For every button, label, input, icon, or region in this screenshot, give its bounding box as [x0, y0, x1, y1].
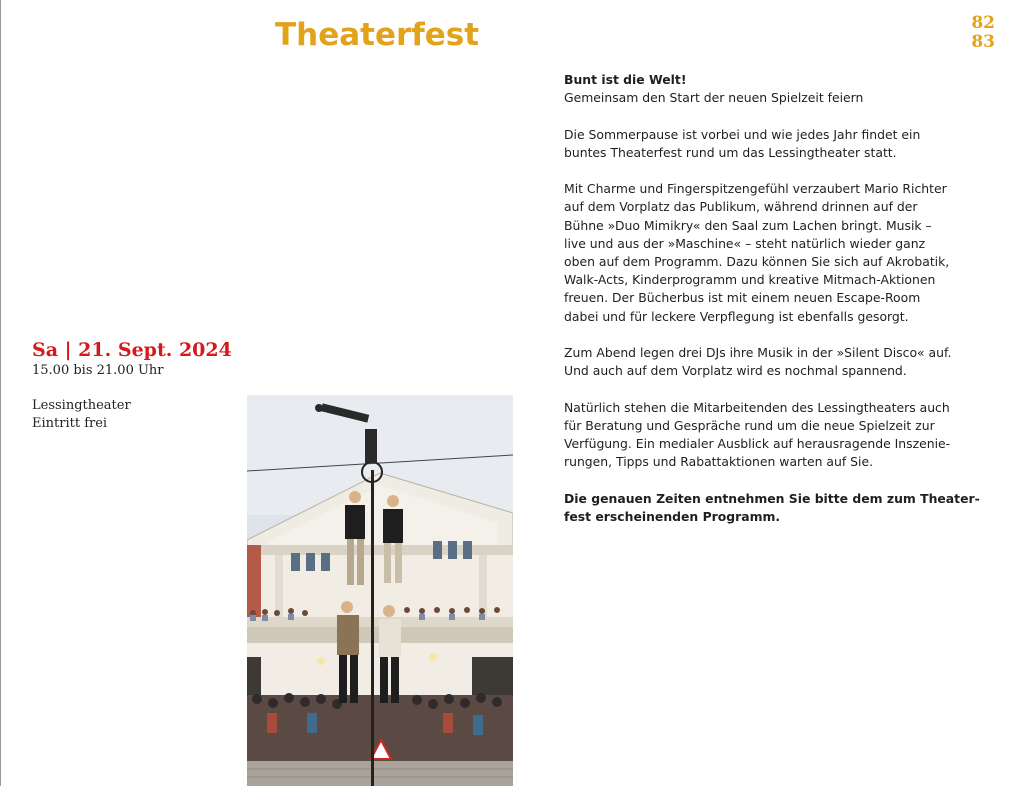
- paragraph-line: Natürlich stehen die Mitarbeitenden des Lessingtheaters auch: [564, 399, 950, 415]
- article-body: [564, 71, 980, 544]
- article-subheading: Gemeinsam den Start der neuen Spielzeit feiern: [564, 90, 864, 106]
- paragraph-line: dabei und für leckere Verpflegung ist ebenfalls gesorgt.: [564, 308, 909, 324]
- paragraph-line: buntes Theaterfest rund um das Lessingtheater statt.: [564, 144, 897, 160]
- article-paragraph-3: [564, 344, 954, 380]
- paragraph-line: Die Sommerpause ist vorbei und wie jedes Jahr findet ein: [564, 126, 921, 142]
- article-heading: Bunt ist die Welt!: [564, 72, 687, 87]
- paragraph-line: Und auch auf dem Vorplatz wird es nochmal spannend.: [564, 363, 907, 379]
- event-date-block: [32, 338, 232, 380]
- paragraph-line: fest erscheinenden Programm.: [564, 508, 781, 524]
- acrobats-illustration: [247, 395, 513, 786]
- article-closing: [564, 490, 980, 526]
- paragraph-line: freuen. Der Bücherbus ist mit einem neuen Escape-Room: [564, 290, 921, 306]
- paragraph-line: oben auf dem Programm. Dazu können Sie sich auf Akrobatik,: [564, 254, 950, 269]
- article-intro: [564, 71, 954, 107]
- event-date: Sa | 21. Sept. 2024: [32, 339, 232, 361]
- event-time: 15.00 bis 21.00 Uhr: [32, 363, 164, 378]
- page-numbers: [971, 14, 995, 52]
- event-admission: Eintritt frei: [32, 416, 108, 431]
- page-number-left: 82: [971, 13, 995, 33]
- article-paragraph-2: [564, 180, 954, 326]
- page-number-right: 83: [971, 32, 995, 52]
- paragraph-line: auf dem Vorplatz das Publikum, während drinnen auf der: [564, 199, 918, 215]
- paragraph-line: Bühne »Duo Mimikry« den Saal zum Lachen bringt. Musik –: [564, 217, 932, 233]
- article-paragraph-1: [564, 126, 954, 162]
- paragraph-line: rungen, Tipps und Rabattaktionen warten auf Sie.: [564, 454, 874, 470]
- paragraph-line: live und aus der »Maschine« – steht natürlich wieder ganz: [564, 235, 926, 251]
- page-spine-divider: [0, 0, 1, 786]
- paragraph-line: Die genauen Zeiten entnehmen Sie bitte dem zum Theater-: [564, 490, 980, 506]
- acrobats-photo: [247, 395, 513, 786]
- paragraph-line: Walk-Acts, Kinderprogramm und kreative Mitmach-Aktionen: [564, 272, 936, 288]
- paragraph-line: Mit Charme und Fingerspitzengefühl verzaubert Mario Richter: [564, 181, 947, 197]
- event-venue: Lessingtheater: [32, 398, 131, 413]
- paragraph-line: für Beratung und Gespräche rund um die neue Spielzeit zur: [564, 417, 935, 433]
- page-title: Theaterfest: [275, 17, 480, 53]
- paragraph-line: Verfügung. Ein medialer Ausblick auf herausragende Inszenie-: [564, 436, 951, 451]
- article-paragraph-4: [564, 399, 954, 472]
- paragraph-line: Zum Abend legen drei DJs ihre Musik in der »Silent Disco« auf.: [564, 345, 952, 360]
- event-venue-block: [32, 397, 131, 433]
